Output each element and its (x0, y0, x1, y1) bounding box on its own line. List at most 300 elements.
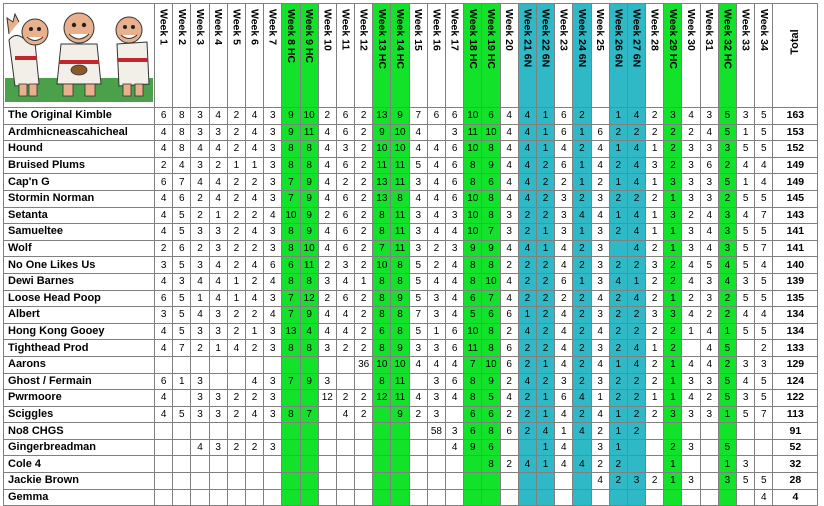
score-cell (300, 423, 318, 440)
total-cell: 134 (773, 307, 818, 324)
score-cell (591, 489, 609, 506)
score-cell: 6 (336, 124, 354, 141)
score-cell: 5 (173, 290, 191, 307)
score-cell (209, 489, 227, 506)
score-cell: 3 (755, 356, 773, 373)
score-cell: 2 (336, 340, 354, 357)
score-cell: 8 (482, 323, 500, 340)
score-cell: 1 (718, 456, 736, 473)
score-cell: 4 (209, 141, 227, 158)
score-cell: 2 (573, 257, 591, 274)
table-row (4, 207, 818, 224)
score-cell (518, 473, 536, 490)
total-cell: 113 (773, 406, 818, 423)
score-cell (227, 473, 245, 490)
score-cell: 3 (664, 207, 682, 224)
score-cell: 3 (264, 124, 282, 141)
score-cell: 4 (446, 290, 464, 307)
score-cell: 1 (664, 373, 682, 390)
table-row (4, 174, 818, 191)
score-cell: 2 (609, 390, 627, 407)
total-cell: 140 (773, 257, 818, 274)
score-cell (646, 439, 664, 456)
score-cell: 3 (427, 390, 445, 407)
score-cell: 2 (609, 124, 627, 141)
score-cell (173, 456, 191, 473)
score-cell: 2 (191, 340, 209, 357)
score-cell (609, 240, 627, 257)
score-cell: 5 (700, 257, 718, 274)
score-cell: 4 (518, 373, 536, 390)
score-cell: 2 (646, 108, 664, 125)
score-cell (282, 439, 300, 456)
week-header-20 (500, 4, 518, 108)
score-cell: 1 (573, 273, 591, 290)
score-cell: 7 (482, 224, 500, 241)
score-cell: 3 (591, 340, 609, 357)
score-cell (446, 473, 464, 490)
score-cell (427, 439, 445, 456)
score-cell: 6 (264, 257, 282, 274)
score-cell: 4 (700, 340, 718, 357)
score-cell: 4 (318, 141, 336, 158)
score-cell (446, 456, 464, 473)
score-cell: 5 (718, 390, 736, 407)
score-cell: 4 (427, 174, 445, 191)
score-cell: 3 (737, 108, 755, 125)
score-cell: 4 (591, 290, 609, 307)
score-cell: 13 (373, 190, 391, 207)
score-cell: 1 (536, 240, 554, 257)
score-cell: 4 (446, 224, 464, 241)
score-cell: 2 (427, 257, 445, 274)
score-cell: 4 (700, 207, 718, 224)
score-cell (318, 356, 336, 373)
score-cell: 1 (609, 356, 627, 373)
score-cell: 7 (409, 307, 427, 324)
score-cell: 5 (737, 257, 755, 274)
score-cell: 10 (464, 141, 482, 158)
score-cell: 4 (627, 207, 645, 224)
score-cell: 4 (245, 257, 263, 274)
total-cell: 149 (773, 174, 818, 191)
score-cell (373, 439, 391, 456)
score-cell (155, 439, 173, 456)
score-cell: 4 (245, 124, 263, 141)
score-cell (300, 456, 318, 473)
score-cell: 1 (173, 373, 191, 390)
score-cell (318, 423, 336, 440)
score-cell: 58 (427, 423, 445, 440)
score-cell (700, 439, 718, 456)
score-cell: 2 (664, 141, 682, 158)
score-cell: 3 (555, 224, 573, 241)
score-cell: 4 (555, 323, 573, 340)
score-cell (227, 423, 245, 440)
score-cell: 4 (555, 257, 573, 274)
score-cell: 2 (500, 406, 518, 423)
score-cell: 5 (737, 224, 755, 241)
score-cell: 3 (591, 257, 609, 274)
score-cell: 3 (264, 406, 282, 423)
score-cell: 2 (245, 340, 263, 357)
score-cell: 2 (355, 257, 373, 274)
score-cell: 4 (155, 124, 173, 141)
score-cell: 2 (355, 174, 373, 191)
score-cell: 8 (464, 373, 482, 390)
score-cell: 1 (536, 141, 554, 158)
score-cell: 3 (682, 473, 700, 490)
score-cell: 2 (227, 207, 245, 224)
score-cell: 4 (627, 356, 645, 373)
total-cell: 153 (773, 124, 818, 141)
score-cell: 3 (336, 257, 354, 274)
score-cell: 2 (609, 257, 627, 274)
score-cell: 4 (155, 141, 173, 158)
player-name: Samueltee (4, 224, 155, 241)
table-row (4, 456, 818, 473)
score-cell: 9 (300, 190, 318, 207)
score-cell: 4 (409, 356, 427, 373)
table-row (4, 439, 818, 456)
score-cell: 2 (591, 174, 609, 191)
score-cell: 3 (446, 124, 464, 141)
score-cell: 5 (755, 224, 773, 241)
score-cell (336, 439, 354, 456)
score-cell: 3 (264, 439, 282, 456)
score-cell: 2 (209, 157, 227, 174)
score-cell: 10 (482, 124, 500, 141)
player-name: Ardmhicneascahicheal (4, 124, 155, 141)
score-cell: 3 (191, 224, 209, 241)
score-cell: 3 (555, 207, 573, 224)
score-cell: 4 (627, 224, 645, 241)
score-cell: 3 (700, 108, 718, 125)
score-cell: 2 (500, 456, 518, 473)
score-cell (391, 473, 409, 490)
score-cell: 4 (737, 307, 755, 324)
score-cell (155, 356, 173, 373)
score-cell: 7 (282, 174, 300, 191)
total-cell: 91 (773, 423, 818, 440)
score-cell (536, 473, 554, 490)
score-cell: 4 (264, 207, 282, 224)
score-cell: 2 (646, 290, 664, 307)
score-cell: 7 (300, 406, 318, 423)
score-cell (700, 489, 718, 506)
score-cell: 3 (718, 207, 736, 224)
score-cell (264, 456, 282, 473)
score-cell: 7 (173, 174, 191, 191)
score-cell (173, 390, 191, 407)
score-cell: 2 (664, 340, 682, 357)
table-row (4, 190, 818, 207)
score-cell: 11 (391, 240, 409, 257)
score-cell: 3 (446, 240, 464, 257)
score-cell: 8 (300, 273, 318, 290)
score-cell: 2 (682, 124, 700, 141)
score-cell (318, 406, 336, 423)
score-cell: 4 (318, 240, 336, 257)
score-cell (427, 124, 445, 141)
score-cell: 4 (155, 190, 173, 207)
score-cell: 4 (191, 174, 209, 191)
score-cell (300, 390, 318, 407)
score-cell (155, 473, 173, 490)
score-cell: 3 (409, 207, 427, 224)
score-cell (282, 489, 300, 506)
score-cell: 4 (518, 190, 536, 207)
score-cell: 6 (155, 290, 173, 307)
score-cell: 3 (191, 157, 209, 174)
score-cell: 2 (245, 307, 263, 324)
score-cell: 11 (391, 390, 409, 407)
score-cell: 5 (755, 323, 773, 340)
score-cell: 4 (500, 157, 518, 174)
score-cell: 2 (227, 390, 245, 407)
score-cell (700, 473, 718, 490)
score-cell: 2 (245, 390, 263, 407)
score-cell: 1 (664, 456, 682, 473)
score-cell (427, 473, 445, 490)
score-cell: 4 (573, 390, 591, 407)
score-cell (300, 489, 318, 506)
score-cell: 6 (155, 174, 173, 191)
score-cell: 6 (555, 108, 573, 125)
score-cell (536, 489, 554, 506)
score-cell: 4 (155, 207, 173, 224)
score-cell: 1 (227, 157, 245, 174)
score-cell: 2 (355, 340, 373, 357)
score-cell: 3 (737, 390, 755, 407)
week-header-24 (573, 4, 591, 108)
score-cell: 3 (700, 273, 718, 290)
week-header-label: Week 4 (212, 9, 225, 45)
week-header-label: Week 6 (248, 9, 261, 45)
score-cell: 3 (209, 323, 227, 340)
score-cell: 3 (718, 240, 736, 257)
score-cell: 9 (282, 124, 300, 141)
score-cell (355, 489, 373, 506)
score-cell: 7 (282, 373, 300, 390)
score-cell: 13 (373, 174, 391, 191)
score-cell: 6 (446, 323, 464, 340)
total-cell: 133 (773, 340, 818, 357)
player-name: No8 CHGS (4, 423, 155, 440)
table-row (4, 273, 818, 290)
score-cell: 9 (482, 157, 500, 174)
score-cell (427, 489, 445, 506)
score-cell: 2 (718, 307, 736, 324)
score-cell (391, 489, 409, 506)
score-cell: 4 (500, 390, 518, 407)
score-cell: 3 (191, 390, 209, 407)
score-cell: 3 (555, 190, 573, 207)
score-cell: 4 (591, 141, 609, 158)
score-cell: 2 (155, 157, 173, 174)
score-cell: 5 (464, 307, 482, 324)
score-cell: 3 (209, 224, 227, 241)
score-cell: 4 (446, 356, 464, 373)
score-cell: 12 (373, 390, 391, 407)
score-cell: 5 (755, 108, 773, 125)
score-cell: 8 (391, 307, 409, 324)
score-cell: 2 (682, 207, 700, 224)
week-header-label: Week 7 (266, 9, 279, 45)
table-row (4, 124, 818, 141)
score-cell (700, 456, 718, 473)
score-cell: 8 (482, 207, 500, 224)
score-cell: 3 (500, 224, 518, 241)
score-cell: 2 (573, 340, 591, 357)
score-cell: 5 (755, 273, 773, 290)
score-cell: 6 (336, 224, 354, 241)
player-name: Jackie Brown (4, 473, 155, 490)
score-cell: 2 (536, 307, 554, 324)
score-cell: 3 (591, 240, 609, 257)
score-cell: 1 (536, 224, 554, 241)
score-cell: 3 (682, 174, 700, 191)
score-cell (755, 439, 773, 456)
total-header (773, 4, 818, 108)
score-cell: 8 (373, 224, 391, 241)
score-cell: 6 (446, 190, 464, 207)
score-cell: 6 (482, 307, 500, 324)
score-cell (191, 423, 209, 440)
week-header-2 (173, 4, 191, 108)
score-cell: 2 (500, 373, 518, 390)
score-cell: 1 (427, 323, 445, 340)
week-header-label: Week 1 (157, 9, 170, 45)
score-cell: 4 (155, 390, 173, 407)
score-cell: 2 (227, 439, 245, 456)
score-cell: 4 (682, 307, 700, 324)
score-cell: 2 (646, 356, 664, 373)
score-cell: 4 (591, 473, 609, 490)
score-cell: 2 (646, 240, 664, 257)
total-cell: 135 (773, 290, 818, 307)
score-cell: 4 (245, 290, 263, 307)
score-cell: 1 (664, 240, 682, 257)
player-name: Aarons (4, 356, 155, 373)
score-cell: 5 (173, 207, 191, 224)
score-cell: 4 (427, 207, 445, 224)
player-name: Albert (4, 307, 155, 324)
score-cell: 2 (718, 157, 736, 174)
score-cell (446, 406, 464, 423)
logo (4, 4, 155, 108)
league-table (3, 3, 818, 506)
score-cell: 3 (318, 273, 336, 290)
score-cell (409, 423, 427, 440)
score-cell: 10 (373, 356, 391, 373)
score-cell: 10 (282, 207, 300, 224)
player-name: No One Likes Us (4, 257, 155, 274)
score-cell: 4 (682, 108, 700, 125)
score-cell: 3 (264, 224, 282, 241)
score-cell: 6 (446, 340, 464, 357)
score-cell (191, 456, 209, 473)
score-cell: 4 (518, 323, 536, 340)
score-cell: 8 (391, 323, 409, 340)
score-cell: 8 (282, 141, 300, 158)
score-cell: 4 (500, 240, 518, 257)
score-cell: 2 (646, 406, 664, 423)
score-cell (409, 373, 427, 390)
score-cell: 4 (536, 423, 554, 440)
score-cell: 4 (300, 323, 318, 340)
score-cell: 7 (755, 406, 773, 423)
score-cell: 1 (536, 456, 554, 473)
score-cell: 4 (191, 307, 209, 324)
score-cell: 11 (391, 157, 409, 174)
score-cell: 1 (646, 224, 664, 241)
score-cell: 9 (482, 373, 500, 390)
total-cell: 152 (773, 141, 818, 158)
score-cell: 3 (427, 290, 445, 307)
score-cell (482, 489, 500, 506)
score-cell (646, 489, 664, 506)
score-cell: 8 (482, 141, 500, 158)
score-cell: 11 (373, 157, 391, 174)
week-header-15 (409, 4, 427, 108)
score-cell (227, 373, 245, 390)
week-header-label: Week 19 HC (484, 9, 497, 69)
score-cell: 9 (300, 224, 318, 241)
score-cell: 2 (191, 240, 209, 257)
score-cell: 1 (718, 406, 736, 423)
score-cell: 5 (718, 108, 736, 125)
table-row (4, 141, 818, 158)
week-header-label: Week 11 (339, 9, 352, 51)
score-cell: 11 (391, 373, 409, 390)
week-header-9 (300, 4, 318, 108)
score-cell: 1 (664, 290, 682, 307)
score-cell: 2 (155, 240, 173, 257)
score-cell: 2 (245, 207, 263, 224)
score-cell: 8 (482, 190, 500, 207)
score-cell: 11 (391, 207, 409, 224)
score-cell: 8 (391, 273, 409, 290)
score-cell: 2 (718, 190, 736, 207)
score-cell: 1 (245, 323, 263, 340)
score-cell: 4 (245, 190, 263, 207)
player-name: Cole 4 (4, 456, 155, 473)
score-cell: 7 (755, 207, 773, 224)
score-cell: 2 (518, 356, 536, 373)
score-cell: 3 (700, 406, 718, 423)
total-cell: 145 (773, 190, 818, 207)
week-header-14 (391, 4, 409, 108)
score-cell (373, 456, 391, 473)
score-cell: 6 (336, 108, 354, 125)
score-cell: 2 (227, 406, 245, 423)
score-cell: 7 (282, 290, 300, 307)
score-cell: 6 (155, 108, 173, 125)
score-cell: 4 (409, 124, 427, 141)
total-cell: 139 (773, 273, 818, 290)
score-cell: 1 (209, 207, 227, 224)
score-cell: 2 (573, 290, 591, 307)
player-name: Ghost / Fermain (4, 373, 155, 390)
total-cell: 52 (773, 439, 818, 456)
score-cell (336, 456, 354, 473)
score-cell: 2 (536, 323, 554, 340)
score-cell: 2 (646, 190, 664, 207)
total-cell: 4 (773, 489, 818, 506)
score-cell: 1 (573, 174, 591, 191)
score-cell: 6 (373, 323, 391, 340)
